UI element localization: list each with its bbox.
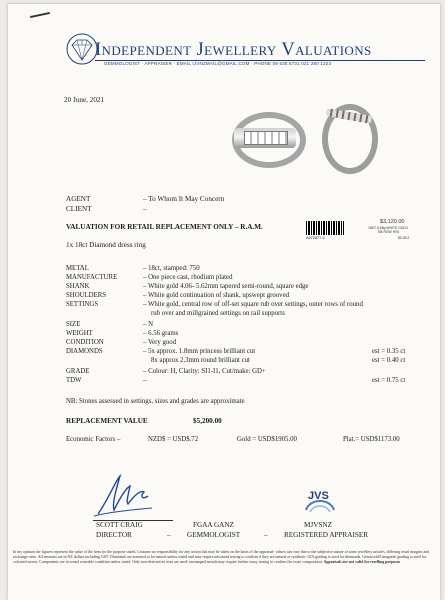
contact-line: GEMMOLOGIST · APPRAISER · EMAIL IJVNZMAIL@GMAIL.COM · PHONE 09 638 5731 021 280 1223 [104, 61, 332, 66]
spec-label: METAL [66, 265, 89, 272]
disclaimer-text: In my opinion the figures represent the value of the item for the purpose stated. I assume no responsibility for any action that may be taken on the basis of the appraisal- values can vary due to the subjective nature of some jewellery articles, differing retail margins and exchange rates. All amounts are in NZ dollars including GST. Diamonds are assumed to be natural unless stated and may require advanced testing to confirm if they are natural or synthetic. GIA grading is used for diamonds, Gemworld/Gemguide grading is used for coloured stones. Components are in sound wearable condition unless stated. Only non-destructive tests are used- unstamped metals may require further assay testing to confirm the exact composition. [13, 550, 430, 564]
spec-value: – Colour: H, Clarity: SI1-I1, Cut/make: GD+ [143, 368, 266, 375]
price-tag: $3,120.00 [380, 219, 405, 225]
gold-price: Gold = USD$1905.00 [237, 436, 297, 443]
disclaimer [13, 550, 433, 565]
barcode-number: A572877-4 [306, 236, 325, 240]
price-tag-line-2: SB ROW H/SI [378, 230, 400, 234]
spec-label: SHANK [66, 283, 90, 290]
separator: – [167, 531, 171, 539]
spec-value: – One piece cast, rhodium plated [143, 274, 233, 281]
signatory-name: MJVSNZ [304, 521, 332, 529]
spec-label: CONDITION [66, 339, 104, 346]
spec-label: TDW [66, 377, 82, 384]
spec-value: – Very good [143, 339, 177, 346]
spec-label: WEIGHT [66, 330, 93, 337]
replacement-value-label: REPLACEMENT VALUE [66, 417, 148, 425]
spec-label: SHOULDERS [66, 292, 107, 299]
approximation-note: NB: Stones assessed in settings, sizes and grades are approximate [66, 398, 245, 405]
valuation-heading: VALUATION FOR RETAIL REPLACEMENT ONLY – R.A.M. [66, 223, 263, 231]
spec-label: SETTINGS [66, 301, 99, 308]
spec-value: – White gold 4.06- 5.62mm tapered semi-round, square edge [143, 283, 309, 290]
platinum-price: Plat.= USD$1173.00 [343, 436, 400, 443]
agent-label: AGENT [66, 195, 91, 203]
spec-value: – White gold, central row of off-set square rub over settings, outer rows of round [143, 301, 363, 308]
signatory-name: SCOTT CRAIG [96, 521, 143, 529]
disclaimer-bold: Appraisals are not valid for reselling purposes [323, 560, 401, 564]
signatory-title: DIRECTOR [96, 531, 132, 539]
barcode [306, 221, 344, 235]
agent-value: – To Whom It May Concern [143, 195, 225, 203]
spec-value-continued: 8x approx 2.3mm round brilliant cut [151, 357, 250, 364]
brand-name: Independent Jewellery Valuations [95, 40, 372, 60]
price-tag-line-1: 18KT 6.56g WHITE GOLD [368, 226, 408, 230]
economic-factors-label: Economic Factors – [66, 436, 121, 443]
spec-estimate: est = 0.40 ct [372, 357, 406, 364]
client-label: CLIENT [66, 205, 92, 213]
price-tag-line-3: $0.35.2 [398, 236, 410, 240]
spec-value: – 6.56 grams [143, 330, 179, 337]
signature [90, 470, 160, 520]
spec-value-continued: rub over and millgrained settings on rail supports [151, 310, 285, 317]
jvs-logo-text: JVS [308, 490, 329, 502]
nzd-rate: NZD$ = USD$.72 [148, 436, 199, 443]
spec-estimate: est = 0.75 ct [372, 377, 406, 384]
spec-label: DIAMONDS [66, 348, 103, 355]
separator: – [264, 531, 268, 539]
spec-value: – White gold continuation of shank, upswept grooved [143, 292, 289, 299]
spec-label: MANUFACTURE [66, 274, 118, 281]
signatory-title: GEMMOLOGIST [187, 531, 241, 539]
spec-label: SIZE [66, 321, 81, 328]
item-title: 1x 18ct Diamond dress ring [66, 241, 146, 249]
spec-estimate: est = 0.35 ct [372, 348, 406, 355]
replacement-value: $5,200.00 [193, 417, 222, 425]
spec-value: – N [143, 321, 154, 328]
spec-label: GRADE [66, 368, 90, 375]
signatory-name: FGAA GANZ [193, 521, 234, 529]
spec-value: – 5x approx. 1.8mm princess brilliant cut [143, 348, 256, 355]
client-value: – [143, 205, 147, 213]
spec-value: – [143, 377, 147, 384]
signatory-title: REGISTERED APPRAISER [284, 531, 369, 539]
valuation-date: 20 June, 2021 [64, 96, 105, 104]
spec-value: – 18ct, stamped: 750 [143, 265, 200, 272]
